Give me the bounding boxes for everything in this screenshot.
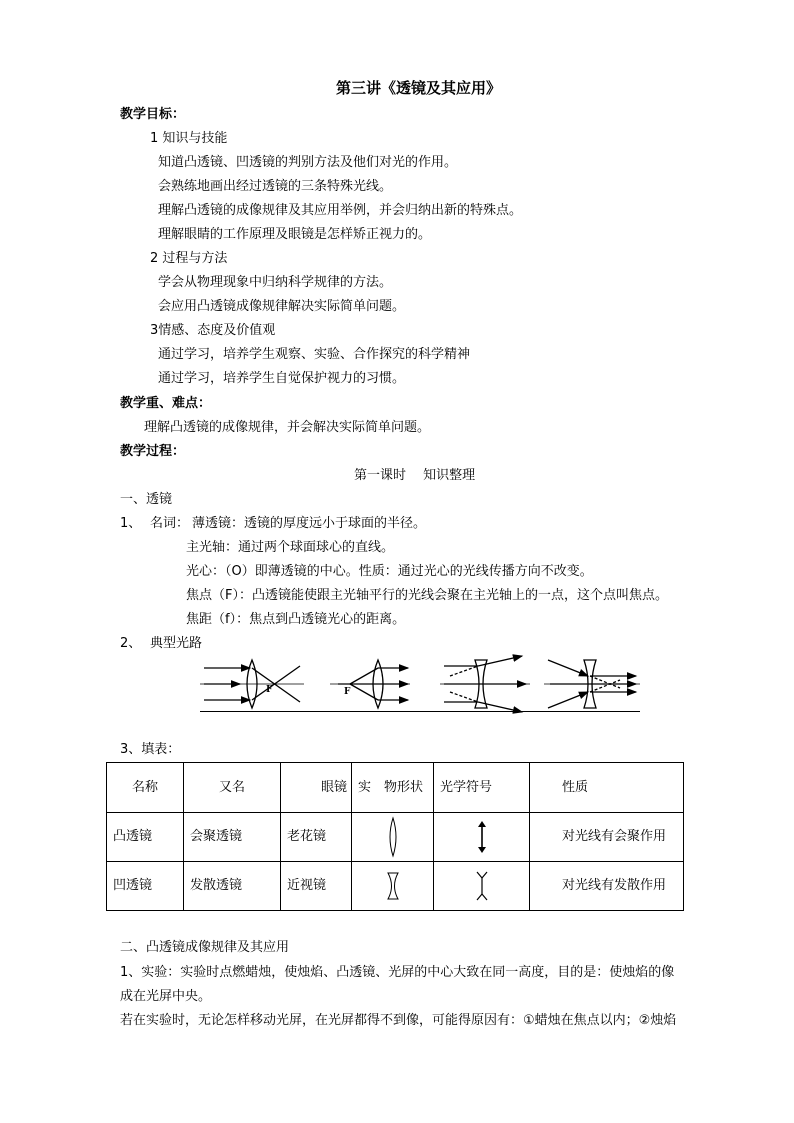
table-cell: 近视镜 bbox=[281, 862, 352, 911]
concave-lens-focus-diagram bbox=[544, 660, 640, 708]
table-header: 眼镜 bbox=[281, 763, 352, 813]
lesson-title: 第一课时 知识整理 bbox=[354, 468, 476, 483]
process-heading: 教学过程： bbox=[120, 444, 186, 459]
goals-section-2: 2 过程与方法 bbox=[150, 251, 228, 266]
goal-item: 通过学习，培养学生自觉保护视力的习惯。 bbox=[158, 371, 406, 386]
table-cell bbox=[352, 862, 434, 911]
page-title: 第三讲《透镜及其应用》 bbox=[336, 79, 502, 97]
definition-main-axis: 主光轴：通过两个球面球心的直线。 bbox=[186, 540, 395, 555]
goals-section-1: 1 知识与技能 bbox=[150, 131, 228, 146]
table-header: 光学符号 bbox=[434, 763, 530, 813]
convex-lens-diagram bbox=[200, 660, 304, 708]
table-header: 又名 bbox=[184, 763, 281, 813]
table-header-row bbox=[107, 763, 684, 813]
table-row bbox=[107, 862, 684, 911]
goal-item: 会应用凸透镜成像规律解决实际简单问题。 bbox=[158, 299, 406, 314]
goal-item: 通过学习，培养学生观察、实验、合作探究的科学精神 bbox=[158, 347, 471, 362]
definition-focal-length: 焦距（f）：焦点到凸透镜光心的距离。 bbox=[186, 612, 406, 627]
goal-item: 学会从物理现象中归纳科学规律的方法。 bbox=[158, 275, 393, 290]
table-header: 性质 bbox=[530, 763, 684, 813]
table-cell: 凸透镜 bbox=[107, 813, 184, 862]
convex-lens-focus-diagram bbox=[330, 660, 410, 708]
definition-focus: 焦点（F）：凸透镜能使跟主光轴平行的光线会聚在主光轴上的一点，这个点叫焦点。 bbox=[186, 588, 668, 603]
table-cell: 发散透镜 bbox=[184, 862, 281, 911]
item-1-lead: 名词： bbox=[150, 516, 190, 531]
item-2-text: 典型光路 bbox=[150, 636, 203, 651]
table-header: 实 物形状 bbox=[352, 763, 434, 813]
table-header: 名称 bbox=[107, 763, 184, 813]
table-cell bbox=[434, 862, 530, 911]
table-cell: 对光线有发散作用 bbox=[530, 862, 684, 911]
item-2-label: 2、 bbox=[120, 636, 142, 651]
lens-table bbox=[106, 762, 684, 911]
ray-diagrams bbox=[200, 656, 640, 712]
table-cell: 对光线有会聚作用 bbox=[530, 813, 684, 862]
concave-lens-symbol-icon bbox=[474, 871, 490, 901]
goals-heading: 教学目标： bbox=[120, 107, 186, 122]
goals-section-3: 3情感、态度及价值观 bbox=[150, 323, 276, 338]
goal-item: 理解眼睛的工作原理及眼镜是怎样矫正视力的。 bbox=[158, 227, 432, 242]
table-cell: 凹透镜 bbox=[107, 862, 184, 911]
diagram-divider bbox=[200, 711, 640, 712]
convex-lens-shape-icon bbox=[387, 817, 399, 857]
definition-thin-lens: 薄透镜：透镜的厚度远小于球面的半径。 bbox=[192, 516, 427, 531]
section-imaging-heading: 二、凸透镜成像规律及其应用 bbox=[120, 940, 290, 955]
concave-lens-shape-icon bbox=[386, 872, 400, 900]
item-3-text: 3、填表： bbox=[120, 742, 181, 757]
goal-item: 知道凸透镜、凹透镜的判别方法及他们对光的作用。 bbox=[158, 155, 458, 170]
convex-lens-symbol-icon bbox=[476, 820, 488, 854]
experiment-reasons: 若在实验时，无论怎样移动光屏，在光屏都得不到像，可能得原因有：①蜡烛在焦点以内；②烛焰 bbox=[120, 1013, 677, 1028]
key-text: 理解凸透镜的成像规律，并会解决实际简单问题。 bbox=[144, 420, 431, 435]
experiment-text-cont: 成在光屏中央。 bbox=[120, 989, 212, 1004]
experiment-text: 1、实验：实验时点燃蜡烛，使烛焰、凸透镜、光屏的中心大致在同一高度，目的是：使烛焰的像 bbox=[120, 965, 675, 980]
concave-lens-diagram bbox=[440, 656, 530, 712]
section-lens-heading: 一、透镜 bbox=[120, 492, 173, 507]
table-cell bbox=[434, 813, 530, 862]
goal-item: 会熟练地画出经过透镜的三条特殊光线。 bbox=[158, 179, 393, 194]
table-cell: 会聚透镜 bbox=[184, 813, 281, 862]
table-cell: 老花镜 bbox=[281, 813, 352, 862]
table-row bbox=[107, 813, 684, 862]
focus-label: F bbox=[344, 687, 351, 697]
key-heading: 教学重、难点： bbox=[120, 396, 212, 411]
focus-label: F bbox=[266, 685, 273, 695]
item-1-label: 1、 bbox=[120, 516, 142, 531]
table-cell bbox=[352, 813, 434, 862]
goal-item: 理解凸透镜的成像规律及其应用举例，并会归纳出新的特殊点。 bbox=[158, 203, 523, 218]
definition-optical-center: 光心：（O）即薄透镜的中心。性质：通过光心的光线传播方向不改变。 bbox=[186, 564, 593, 579]
